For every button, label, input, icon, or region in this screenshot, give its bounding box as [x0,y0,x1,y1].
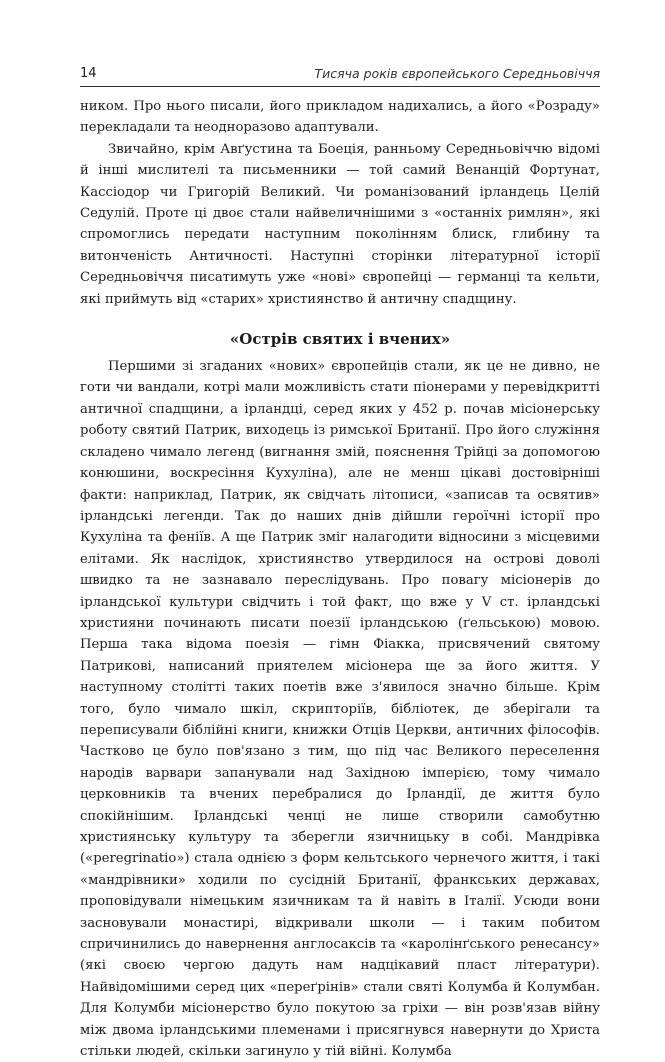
section-heading: «Острів святих і вчених» [229,330,451,349]
paragraph: Першими зі згаданих «нових» європейців стали, як це не дивно, не готи чи вандали, котрі мали можливість стати піонерами у перевідкритті античної спадщини, а ірландці, серед яких у 452 р. почав місіонерську роботу святий Патрик, виходець із римської Британії. Про його служіння складено чимало легенд (вигнання змій, пояснення Трійці за допомогою конюшини, воскресіння Кухуліна), але не менш цікаві достовірніші факти: наприклад, Патрик, як свідчать літописи, «записав та освятив» ірландські легенди. Так до наших днів дійшли героїчні історії про Кухуліна та феніїв. А ще Патрик зміг налагодити відносини з місцевими елітами. Як наслідок, християнство утвердилося на острові доволі швидко та не зазнавало переслідувань. Про повагу місіонерів до ірландської культури свідчить і той факт, що вже у V ст. ірландські християни починають писати поезії ірландською (ґельською) мовою. Перша така відома поезія — гімн Фіакка, присвячений святому Патрикові, написаний приятелем місіонера ще за його життя. У наступному столітті таких поетів вже з'явилося значно більше. Крім того, було чимало шкіл, скрипторіїв, бібліотек, де зберігали та переписували біблійні книги, книжки Отців Церкви, античних філософів. Частково це було пов'язано з тим, що під час Великого переселення народів варвари запанували над Західною імперією, тому чимало церковників та вчених перебралися до Ірландії, де життя було спокійнішим. Ірландські ченці не лише створили самобутню християнську культуру та зберегли язичницьку в собі. Мандрівка («peregrinatio») стала однією з форм кельтського чернечого життя, і такі «мандрівники» ходили по сусідній Британії, франкських державах, проповідували німецьким язичникам та й навіть в Італії. Усюди вони засновували монастирі, відкривали школи — і таким побитом спричинились до навернення англосаксів та «каролінґського ренесансу» (які своєю чергою дадуть нам надцікавий пласт літератури). Найвідомішими серед цих «переґрінів» стали святі Колумба й Колумбан. Для Колумби місіонерство було покутою за гріхи — він розв'язав війну між двома ірландськими племенами і присягнувся навернути до Христа стільки людей, скільки загинуло у тій війні. Колумба [80,359,600,1060]
paragraph: ником. Про нього писали, його прикладом надихались, а його «Розраду» перекладали та неодноразово адаптували. [80,99,600,136]
running-header [80,66,600,86]
paragraph: Звичайно, крім Авґустина та Боеція, ранньому Середньовіччю відомі й інші мислителі та письменники — той самий Венанцій Фортунат, Кассіодор чи Григорій Великий. Чи романізований ірландець Целій Седулій. Проте ці двоє стали найвеличнішими з «останніх римлян», які спромоглись передати наступним поколінням блиск, глибину та витонченість Античності. Наступні сторінки літературної історії Середньовіччя писатимуть уже «нові» європейці — германці та кельти, які приймуть від «старих» християнство й античну спадщину. [80,141,600,307]
running-title: Тисяча років європейського Середньовіччя [314,66,600,81]
page-number: 14 [80,66,97,81]
page-body [80,96,600,1062]
header-rule [80,86,600,87]
